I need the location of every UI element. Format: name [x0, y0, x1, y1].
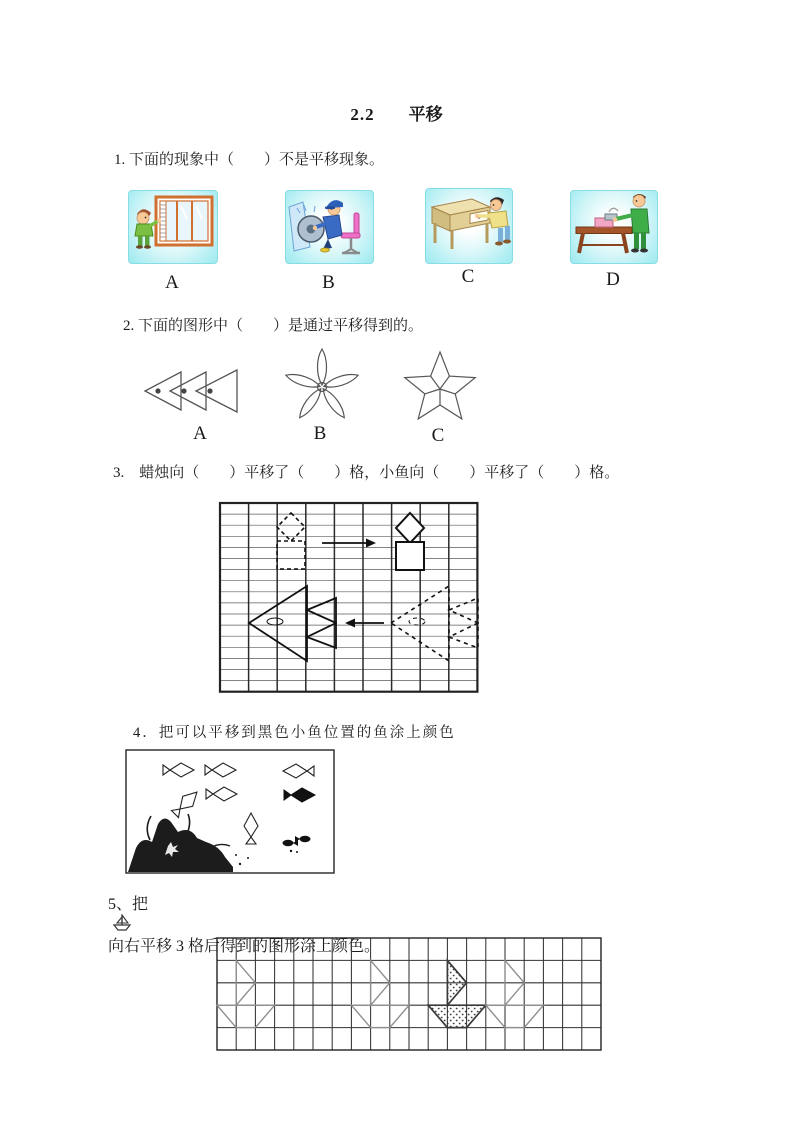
- question-4-text: 4．把可以平移到黑色小鱼位置的鱼涂上颜色: [133, 725, 456, 741]
- q5-grid-drawing: [215, 936, 605, 1054]
- question-1-text: 1. 下面的现象中（ ）不是平移现象。: [114, 152, 385, 168]
- page-title: [0, 100, 793, 125]
- boat-dotted: [428, 960, 486, 1027]
- figure-five-point-star: [405, 352, 475, 419]
- q2-label-b: B: [313, 423, 327, 444]
- q1-label-b: B: [322, 272, 335, 293]
- q1-image-a-boy-sliding-window-icon: [128, 190, 218, 264]
- q3-grid: [218, 501, 480, 695]
- figure-flower-petals: [284, 349, 359, 420]
- q1-label-d: D: [606, 269, 620, 290]
- q2-label-c: C: [431, 425, 445, 446]
- figure-overlapping-triangles: [145, 370, 237, 412]
- q1-image-c-drawing: [426, 189, 512, 263]
- boat-outline-3: [486, 960, 544, 1027]
- dashed-fish: [391, 586, 478, 661]
- dashed-candle: [277, 513, 305, 569]
- solid-fish: [249, 586, 336, 661]
- q1-image-b-worker-grinding-wheel-icon: [285, 190, 374, 264]
- q5-prefix: 5、把: [108, 896, 149, 913]
- q1-image-d-man-planing-wood-icon: [570, 190, 658, 264]
- q5-suffix: 向右平移 3 格后得到的图形涂上颜色。: [108, 938, 381, 955]
- question-3-text: 3. 蜡烛向（ ）平移了（ ）格，小鱼向（ ）平移了（ ）格。: [113, 465, 620, 481]
- question-2-text: 2. 下面的图形中（ ）是通过平移得到的。: [123, 318, 424, 334]
- boat-outline-1: [217, 960, 275, 1027]
- q1-image-b-drawing: [286, 191, 373, 263]
- title-number: 2.2: [350, 105, 375, 124]
- left-arrow: [345, 619, 384, 628]
- sailboat-icon: [111, 914, 133, 933]
- q1-label-c: C: [461, 266, 475, 287]
- q2-label-a: A: [193, 423, 207, 444]
- boat-outline-2: [351, 960, 409, 1027]
- title-text: 平移: [408, 105, 443, 124]
- right-arrow: [322, 539, 376, 548]
- q3-grid-drawing: [218, 501, 480, 695]
- q1-image-a-drawing: [129, 191, 217, 263]
- q1-image-c-boy-pulling-drawer-icon: [425, 188, 513, 264]
- q1-label-a: A: [165, 272, 179, 293]
- q1-image-d-drawing: [571, 191, 657, 263]
- q4-picture-drawing: [124, 748, 337, 876]
- q4-picture: [124, 748, 337, 876]
- q5-grid: [215, 936, 605, 1054]
